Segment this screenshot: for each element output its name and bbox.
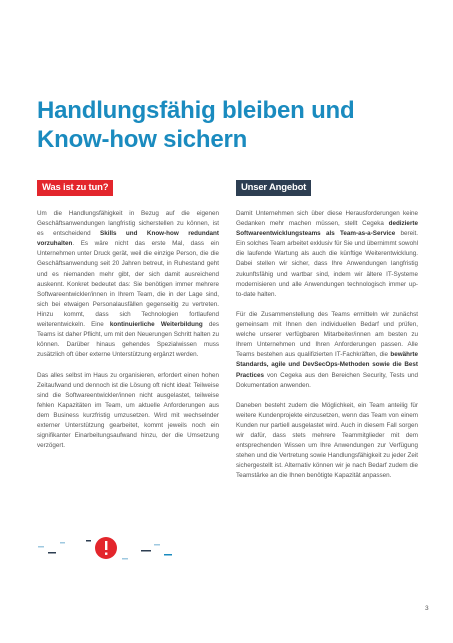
warning-icon [95,537,117,559]
page-number: 3 [425,605,429,612]
emphasis-text: bewährte Standards, agile und DevSecOps-Methoden sowie die Best Practices [236,351,418,379]
left-paragraph-1 [37,209,219,360]
body-text: Damit Unternehmen sich über diese Herausforderungen keine Gedanken mehr machen müssen, stellt Cegeka [236,210,418,228]
right-text-column [236,209,418,492]
page-title-line-1: Handlungsfähig bleiben und [37,97,355,124]
page-title [37,96,437,154]
right-paragraph-3 [236,401,418,482]
left-text-column [37,209,219,461]
body-text: . Es wäre nicht das erste Mal, dass ein Unternehmen unter Druck gerät, weil die einzige Person, die die Geschäftsanwendung seit 20 Jahren betreut, in Ruhestand geht und es niemanden mehr gibt, der sich damit ausreichend auskennt. Konkret bedeutet das: Sie benötigen immer mehrere Softwareentwickler/innen in Ihrem Team, die in der Lage sind, sich bei etwaigen Personalausfällen gegenseitig zu vertreten. Hinzu kommt, dass sich Technologien fortlaufend weiterentwickeln. Eine [37,240,219,329]
page-title-line-2: Know-how sichern [37,126,248,153]
body-text: des Teams ist daher Pflicht, um mit den Neuerungen Schritt halten zu können. Darüber hinaus gehendes Spezialwissen muss zusätzlich oft über externe Unterstützung ergänzt werden. [37,321,219,359]
right-paragraph-2 [236,310,418,391]
decorative-illustration [36,528,176,568]
emphasis-text: kontinuierliche Weiterbildung [109,321,203,329]
left-section-heading: Was ist zu tun? [37,180,113,196]
body-text: Für die Zusammenstellung des Teams ermitteln wir zunächst gemeinsam mit Ihnen den individuellen Bedarf und prüfen, welche unserer verfügbaren Mitarbeiter/innen am besten zu Ihrem Unternehmen und Ihren Anforderungen passen. Alle Teams bestehen aus qualifizierten IT-Fachkräften, die [236,310,418,359]
left-paragraph-2 [37,371,219,452]
emphasis-text: Skills und Know-how redundant vorzuhalten [37,230,219,248]
body-text: Das alles selbst im Haus zu organisieren, erfordert einen hohen Zeitaufwand und dennoch ist die Lösung oft nicht ideal: Teilweise sind die Softwareentwickler/innen nicht ausgelastet, teilweise fehlen Kapazitäten im Team, um aktuelle Anforderungen aus dem Business kurzfristig umzusetzen. Wird mit wechselnder externer Unterstützung gearbeitet, kommt jeweils noch ein signifikanter Einarbeitungsaufwand hinzu, der die Umsetzung verzögert. [37,371,219,450]
body-text: von Cegeka aus den Bereichen Security, Tests und Dokumentation anwenden. [236,371,418,389]
body-text: bereit. Ein solches Team arbeitet exklusiv für Sie und übernimmt sowohl die laufende Wartung als auch die künftige Weiterentwicklung. Dabei stellen wir sicher, dass Ihre Anwendungen langfristig zukunftsfähig und wartbar sind, indem wir ältere IT-Systeme modernisieren und alle Anwendungen technologisch immer up-to-date halten. [236,230,418,298]
body-text: Um die Handlungsfähigkeit in Bezug auf die eigenen Geschäftsanwendungen langfristig sicherstellen zu können, ist es entscheidend [37,210,219,238]
right-paragraph-1 [236,209,418,300]
emphasis-text: dedizierte Softwareentwicklungsteams als Team-as-a-Service [236,220,418,238]
right-section-heading: Unser Angebot [236,180,311,196]
body-text: Daneben besteht zudem die Möglichkeit, ein Team anteilig für weitere Kundenprojekte einzusetzen, wenn das Team von einem Kunden nur partiell ausgelastet wird. Auch in diesem Fall sorgen wir dafür, dass stets mehrere Teammitglieder mit dem entsprechenden Wissen um Ihre Anwendungen zur Verfügung stehen und die Vertretung sowie Handlungsfähigkeit zu jeder Zeit sichergestellt ist. Alternativ können wir je nach Bedarf zudem die Teamstärke an die Ihnen benötigte Kapazität anpassen. [236,401,418,480]
